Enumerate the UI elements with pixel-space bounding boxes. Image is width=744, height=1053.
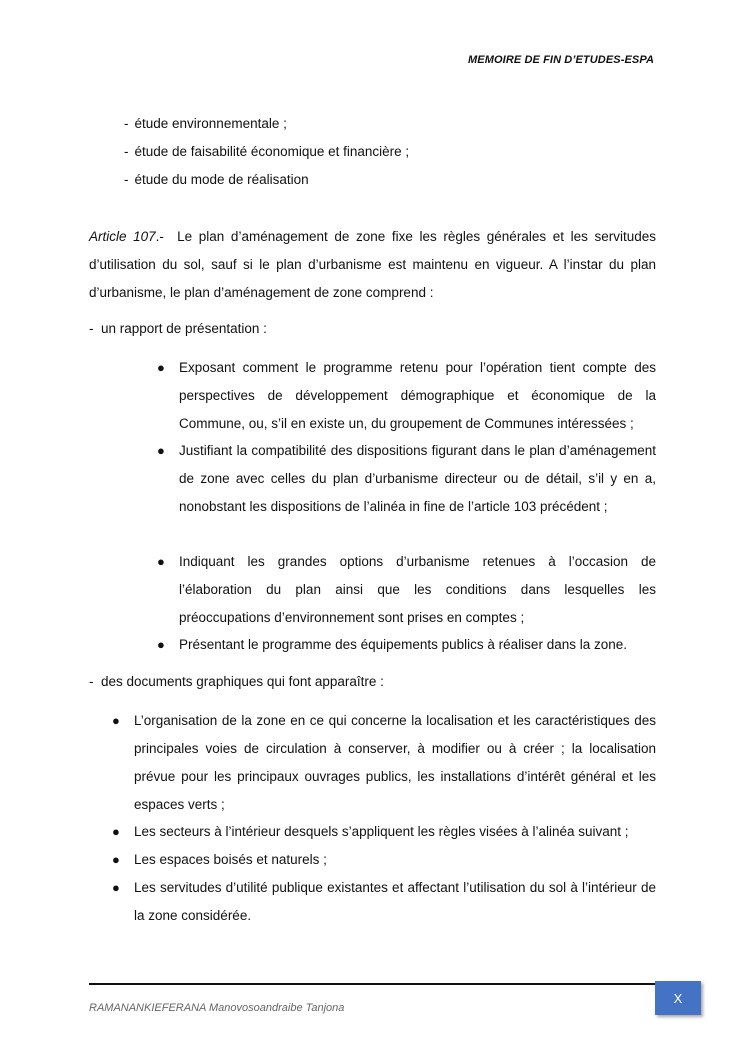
article-label-suffix: .- (155, 229, 164, 244)
footer-rule (89, 983, 675, 985)
bullet-icon: ● (112, 713, 120, 728)
section-heading: - des documents graphiques qui font apparaître : (89, 674, 384, 689)
section-heading-text: des documents graphiques qui font apparaître : (101, 674, 384, 689)
list-item-text: Les secteurs à l’intérieur desquels s’appliquent les règles visées à l’alinéa suivant ; (134, 824, 629, 839)
section-heading: - un rapport de présentation : (89, 321, 267, 336)
bullet-icon: ● (112, 824, 120, 839)
study-item: - étude environnementale ; (124, 116, 287, 131)
list-item (157, 631, 656, 659)
bullet-icon: ● (112, 880, 120, 895)
running-header: MEMOIRE DE FIN D’ETUDES-ESPA (468, 54, 654, 66)
bullet-icon: ● (157, 443, 165, 458)
list-item (112, 707, 656, 819)
list-item-text: Indiquant les grandes options d’urbanisme retenues à l’occasion de l’élaboration du plan ainsi que les conditions dans lesquelles les préoccupations d’environnement sont prises en comptes ; (179, 554, 656, 625)
list-item-text: Exposant comment le programme retenu pour l’opération tient compte des perspectives de développement démographique et économique de la Commune, ou, s’il en existe un, du groupement de Communes intéressées ; (179, 360, 656, 431)
list-item-text: Présentant le programme des équipements publics à réaliser dans la zone. (179, 637, 627, 652)
bullet-icon: ● (157, 360, 165, 375)
bullet-icon: ● (112, 852, 120, 867)
article-paragraph (89, 223, 656, 307)
list-item-text: Les espaces boisés et naturels ; (134, 852, 327, 867)
list-item (112, 818, 656, 846)
section-heading-text: un rapport de présentation : (101, 321, 267, 336)
list-item (157, 548, 656, 632)
list-item (157, 437, 656, 521)
study-item: - étude du mode de réalisation (124, 172, 309, 187)
study-item-text: étude de faisabilité économique et financière ; (134, 144, 410, 159)
list-item (157, 354, 656, 438)
bullet-icon: ● (157, 637, 165, 652)
article-label: Article 107 (89, 229, 156, 244)
study-item-text: étude environnementale ; (134, 116, 287, 131)
list-item-text: L’organisation de la zone en ce qui concerne la localisation et les caractéristiques des principales voies de circulation à conserver, à modifier ou à créer ; la localisation prévue pour les principaux ouvrages publics, les installations d’intérêt général et les espaces verts ; (134, 713, 656, 812)
list-item-text: Justifiant la compatibilité des dispositions figurant dans le plan d’aménagement de zone avec celles du plan d’urbanisme directeur ou de détail, s’il y en a, nonobstant les dispositions de l’alinéa in fine de l’article 103 précédent ; (179, 443, 656, 514)
list-item-text: Les servitudes d’utilité publique existantes et affectant l’utilisation du sol à l’intérieur de la zone considérée. (134, 880, 656, 923)
article-text: Le plan d’aménagement de zone fixe les règles générales et les servitudes d’utilisation du sol, sauf si le plan d’urbanisme est maintenu en vigueur. A l’instar du plan d’urbanisme, le plan d’aménagement de zone comprend : (89, 229, 656, 300)
study-item-text: étude du mode de réalisation (134, 172, 309, 187)
study-item: - étude de faisabilité économique et financière ; (124, 144, 410, 159)
page-number-badge: X (655, 981, 701, 1015)
bullet-icon: ● (157, 554, 165, 569)
list-item (112, 874, 656, 930)
list-item (112, 846, 656, 874)
footer-author: RAMANANKIEFERANA Manovosoandraibe Tanjona (89, 1002, 345, 1014)
